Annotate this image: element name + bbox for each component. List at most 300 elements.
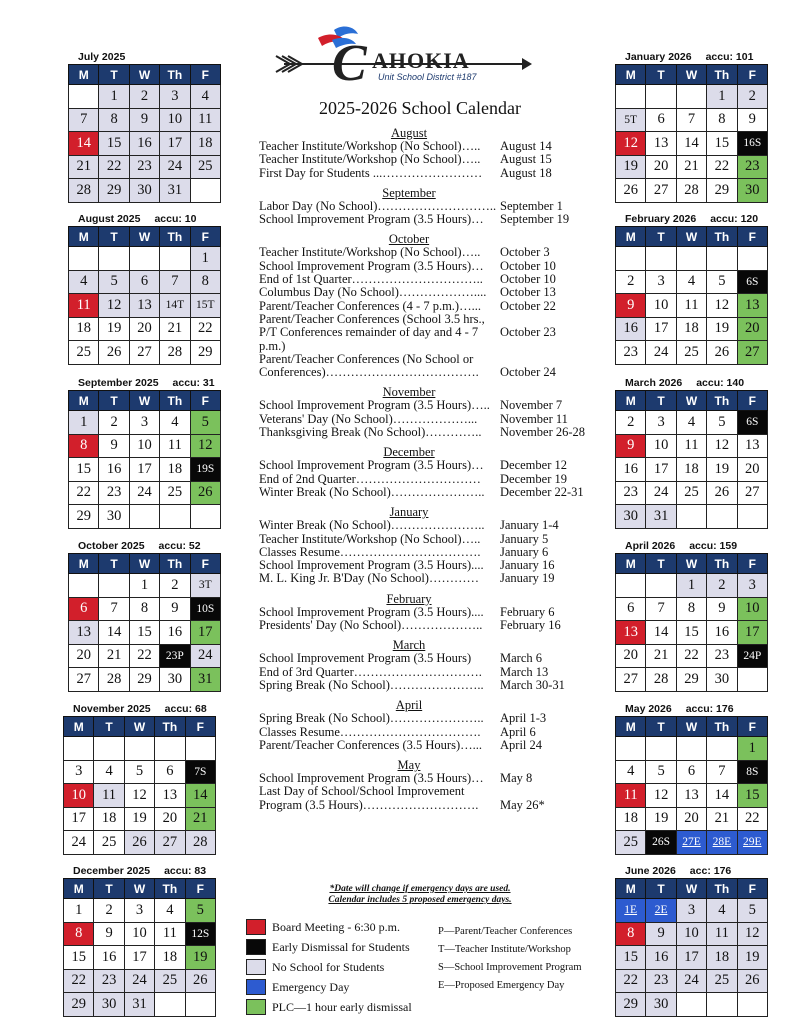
- legend-item: [246, 917, 446, 937]
- legend-swatch: [246, 959, 266, 975]
- weekday-header: Th: [707, 65, 737, 85]
- day-cell: [94, 737, 124, 761]
- day-cell: 22: [737, 807, 767, 831]
- weekday-header: F: [737, 65, 767, 85]
- day-cell: 1: [676, 574, 706, 598]
- day-cell: 27: [616, 668, 646, 692]
- event-label: Program (3.5 Hours)……………………….: [259, 797, 479, 812]
- day-cell: [616, 737, 646, 761]
- day-cell: 11: [707, 922, 737, 946]
- event-row: [259, 785, 599, 798]
- weekday-header: W: [129, 554, 159, 574]
- event-label: Winter Break (No School)…………………..: [259, 518, 485, 533]
- week-row: [69, 505, 221, 529]
- legend-label: Early Dismissal for Students: [272, 939, 410, 954]
- event-date: April 6: [500, 724, 536, 739]
- event-date: February 16: [500, 618, 561, 633]
- day-cell: 20: [737, 317, 767, 341]
- day-cell: 17: [129, 458, 159, 482]
- event-date: September 1: [500, 198, 563, 213]
- weekday-header: F: [190, 391, 220, 411]
- weekday-header: M: [69, 554, 99, 574]
- weekday-header: M: [616, 554, 646, 574]
- day-cell: 16: [616, 458, 646, 482]
- weekday-header: Th: [155, 879, 185, 899]
- day-cell: 23: [99, 481, 129, 505]
- day-cell: 7: [99, 597, 129, 621]
- week-row: [616, 434, 768, 458]
- day-cell: 22: [616, 969, 646, 993]
- week-row: [69, 132, 221, 156]
- day-cell: 18: [69, 317, 99, 341]
- weekday-header: Th: [160, 227, 190, 247]
- day-cell: 27: [155, 831, 185, 855]
- week-row: [64, 946, 216, 970]
- footnote: [300, 884, 540, 906]
- day-cell: 24: [646, 341, 676, 365]
- month-grid: [615, 553, 768, 692]
- day-cell: 4: [707, 899, 737, 923]
- day-cell: 7: [69, 108, 99, 132]
- day-cell: 5T: [616, 108, 646, 132]
- day-cell: [190, 505, 220, 529]
- legend-swatch: [246, 979, 266, 995]
- day-cell: [676, 737, 706, 761]
- week-row: [616, 574, 768, 598]
- day-cell: 4: [616, 760, 646, 784]
- week-row: [69, 341, 221, 365]
- week-row: [69, 85, 221, 109]
- day-cell: 16: [99, 458, 129, 482]
- event-label: End of 1st Quarter…………………………..: [259, 272, 483, 287]
- event-date: December 12: [500, 458, 567, 473]
- month-title: [615, 212, 783, 226]
- event-section-title: August: [390, 126, 428, 140]
- week-row: [616, 179, 768, 203]
- day-cell: 7S: [185, 760, 215, 784]
- day-cell: 24P: [737, 644, 767, 668]
- event-row: [259, 300, 599, 313]
- week-row: [69, 597, 221, 621]
- event-date: January 16: [500, 558, 555, 573]
- day-cell: 18: [190, 132, 220, 156]
- accu-count: accu: 120: [710, 213, 759, 225]
- day-cell: [160, 247, 190, 271]
- accu-count: accu: 31: [172, 377, 215, 389]
- day-cell: 13: [737, 434, 767, 458]
- event-label: Columbus Day (No School)………………....: [259, 285, 487, 300]
- week-row: [616, 247, 768, 271]
- day-cell: [185, 993, 215, 1017]
- day-cell: 26: [190, 481, 220, 505]
- day-cell: 21: [99, 644, 129, 668]
- event-label: P/T Conferences remainder of day and 4 - 7 p.m.): [259, 325, 479, 353]
- footnote-line1: *Date will change if emergency days are used.: [329, 884, 511, 894]
- week-row: [69, 294, 221, 318]
- week-row: [616, 922, 768, 946]
- day-cell: [190, 179, 220, 203]
- day-cell: 25: [707, 969, 737, 993]
- event-label: Classes Resume…………………………….: [259, 544, 481, 559]
- week-row: [616, 807, 768, 831]
- event-date: November 11: [500, 411, 568, 426]
- event-row: [259, 486, 599, 499]
- day-cell: 15: [737, 784, 767, 808]
- day-cell: 18: [94, 807, 124, 831]
- day-cell: 3T: [190, 574, 220, 598]
- day-cell: 11: [160, 434, 190, 458]
- event-date: April 24: [500, 737, 543, 752]
- day-cell: 4: [676, 411, 706, 435]
- month-title: [68, 212, 236, 226]
- weekday-header: F: [185, 717, 215, 737]
- week-row: [616, 621, 768, 645]
- month-nov25: [63, 702, 231, 855]
- day-cell: 23: [129, 155, 159, 179]
- day-cell: 9: [616, 434, 646, 458]
- weekday-header: W: [124, 717, 154, 737]
- week-row: [616, 969, 768, 993]
- event-date: January 5: [500, 531, 549, 546]
- day-cell: 11: [616, 784, 646, 808]
- event-row: [259, 273, 599, 286]
- week-row: [616, 993, 768, 1017]
- day-cell: 31: [190, 668, 220, 692]
- event-date: September 19: [500, 212, 570, 227]
- day-cell: 9: [99, 434, 129, 458]
- week-row: [616, 294, 768, 318]
- day-cell: [676, 993, 706, 1017]
- weekday-header: T: [99, 554, 129, 574]
- day-cell: 15: [707, 132, 737, 156]
- day-cell: 7: [676, 108, 706, 132]
- event-label: School Improvement Program (3.5 Hours)…: [259, 771, 484, 786]
- day-cell: 4: [190, 85, 220, 109]
- week-row: [69, 270, 221, 294]
- day-cell: 5: [99, 270, 129, 294]
- day-cell: 8: [616, 922, 646, 946]
- week-row: [616, 155, 768, 179]
- month-name: June 2026: [625, 865, 676, 877]
- day-cell: 5: [737, 899, 767, 923]
- day-cell: 24: [64, 831, 94, 855]
- event-date: August 18: [500, 165, 552, 180]
- weekday-header: T: [94, 879, 124, 899]
- week-row: [69, 108, 221, 132]
- day-cell: 25: [676, 481, 706, 505]
- day-cell: [646, 574, 676, 598]
- day-cell: 12: [616, 132, 646, 156]
- weekday-header: W: [124, 879, 154, 899]
- day-cell: 29: [190, 341, 220, 365]
- day-cell: 17: [124, 946, 154, 970]
- event-date: December 22-31: [500, 484, 584, 499]
- day-cell: 16: [94, 946, 124, 970]
- weekday-header: F: [737, 391, 767, 411]
- event-section-title: April: [395, 698, 423, 713]
- day-cell: 20: [676, 807, 706, 831]
- weekday-header: T: [99, 391, 129, 411]
- event-label: Veterans' Day (No School)………………...: [259, 411, 478, 426]
- day-cell: 5: [190, 411, 220, 435]
- event-label: Thanksgiving Break (No School)…………..: [259, 425, 482, 440]
- day-cell: 8S: [737, 760, 767, 784]
- week-row: [616, 317, 768, 341]
- day-cell: 14: [185, 784, 215, 808]
- day-cell: [707, 737, 737, 761]
- event-row: [259, 366, 599, 379]
- month-title: [615, 376, 783, 390]
- legend-item: [246, 997, 446, 1017]
- day-cell: 6: [69, 597, 99, 621]
- event-label: Classes Resume…………………………….: [259, 724, 481, 739]
- day-cell: 11: [155, 922, 185, 946]
- day-cell: 26: [707, 341, 737, 365]
- day-cell: [160, 505, 190, 529]
- day-cell: 15T: [190, 294, 220, 318]
- day-cell: [737, 247, 767, 271]
- day-cell: 12: [99, 294, 129, 318]
- day-cell: 8: [676, 597, 706, 621]
- weekday-header: W: [676, 65, 706, 85]
- day-cell: 25: [616, 831, 646, 855]
- event-row: [259, 413, 599, 426]
- day-cell: 21: [69, 155, 99, 179]
- event-row: [259, 533, 599, 546]
- event-row: [259, 140, 599, 153]
- weekday-header: Th: [160, 391, 190, 411]
- week-row: [64, 899, 216, 923]
- event-section-title: September: [382, 185, 436, 200]
- day-cell: 21: [160, 317, 190, 341]
- day-cell: 6: [155, 760, 185, 784]
- weekday-header: F: [190, 65, 220, 85]
- month-title: [68, 539, 236, 553]
- day-cell: 9: [129, 108, 159, 132]
- day-cell: 19: [707, 317, 737, 341]
- weekday-header: M: [69, 65, 99, 85]
- day-cell: 26: [707, 481, 737, 505]
- legend-swatch: [246, 999, 266, 1015]
- day-cell: 13: [129, 294, 159, 318]
- event-row: [259, 399, 599, 412]
- event-label: Teacher Institute/Workshop (No School)…..: [259, 531, 481, 546]
- day-cell: 31: [160, 179, 190, 203]
- code-item: T—Teacher Institute/Workshop: [438, 944, 571, 955]
- day-cell: 18: [676, 458, 706, 482]
- day-cell: 15: [129, 621, 159, 645]
- day-cell: 16: [646, 946, 676, 970]
- day-cell: 20: [155, 807, 185, 831]
- event-section-title: October: [388, 232, 430, 247]
- day-cell: 29: [64, 993, 94, 1017]
- event-section-title: November: [382, 385, 436, 400]
- day-cell: 8: [707, 108, 737, 132]
- day-cell: 2: [129, 85, 159, 109]
- event-row: [259, 260, 599, 273]
- day-cell: 11: [676, 434, 706, 458]
- event-date: December 19: [500, 471, 567, 486]
- event-label: Parent/Teacher Conferences (4 - 7 p.m.)…...: [259, 298, 481, 313]
- day-cell: [737, 505, 767, 529]
- event-label: School Improvement Program (3.5 Hours)…..: [259, 398, 490, 413]
- day-cell: [616, 85, 646, 109]
- event-label: Spring Break (No School)…………………..: [259, 711, 484, 726]
- event-date: October 10: [500, 258, 556, 273]
- logo-district: Unit School District #187: [378, 72, 477, 82]
- day-cell: 30: [129, 179, 159, 203]
- event-row: [259, 167, 599, 180]
- day-cell: [124, 737, 154, 761]
- month-name: November 2025: [73, 703, 151, 715]
- events-list: [259, 126, 599, 812]
- day-cell: 16: [707, 621, 737, 645]
- month-grid: [68, 226, 221, 365]
- event-label: School Improvement Program (3.5 Hours)…: [259, 212, 484, 227]
- day-cell: 12: [707, 434, 737, 458]
- day-cell: 18: [160, 458, 190, 482]
- event-date: November 7: [500, 398, 563, 413]
- day-cell: 6S: [737, 270, 767, 294]
- day-cell: 17: [160, 132, 190, 156]
- event-label: Parent/Teacher Conferences (School 3.5 hrs.,: [259, 311, 485, 326]
- day-cell: 19: [616, 155, 646, 179]
- event-row: [259, 213, 599, 226]
- event-row: [259, 572, 599, 585]
- weekday-header: M: [616, 227, 646, 247]
- event-section-title: March: [392, 638, 426, 653]
- day-cell: 25: [676, 341, 706, 365]
- accu-count: accu: 68: [164, 703, 207, 715]
- day-cell: 24: [124, 969, 154, 993]
- day-cell: [129, 505, 159, 529]
- event-label: School Improvement Program (3.5 Hours)....: [259, 604, 484, 619]
- day-cell: 10: [737, 597, 767, 621]
- day-cell: 11: [676, 294, 706, 318]
- accu-count: accu: 10: [154, 213, 197, 225]
- day-cell: 25: [155, 969, 185, 993]
- week-row: [616, 132, 768, 156]
- week-row: [69, 155, 221, 179]
- day-cell: 28: [99, 668, 129, 692]
- weekday-header: W: [129, 65, 159, 85]
- day-cell: 4: [94, 760, 124, 784]
- weekday-header: T: [646, 65, 676, 85]
- event-label: Spring Break (No School)…………………..: [259, 677, 484, 692]
- day-cell: 20: [69, 644, 99, 668]
- event-date: March 6: [500, 651, 542, 666]
- weekday-header: W: [676, 717, 706, 737]
- event-label: Teacher Institute/Workshop (No School)…..: [259, 152, 481, 167]
- legend-label: Board Meeting - 6:30 p.m.: [272, 919, 400, 934]
- event-section-title: January: [389, 505, 429, 520]
- event-row: [259, 519, 599, 532]
- day-cell: [707, 505, 737, 529]
- legend-swatch: [246, 919, 266, 935]
- week-row: [69, 458, 221, 482]
- day-cell: [737, 668, 767, 692]
- day-cell: 13: [737, 294, 767, 318]
- weekday-header: Th: [155, 717, 185, 737]
- weekday-header: Th: [707, 227, 737, 247]
- day-cell: 2: [616, 270, 646, 294]
- event-label: Labor Day (No School)………………………..: [259, 198, 497, 213]
- weekday-header: T: [646, 391, 676, 411]
- week-row: [616, 270, 768, 294]
- day-cell: 26S: [646, 831, 676, 855]
- day-cell: 10S: [190, 597, 220, 621]
- day-cell: 8: [69, 434, 99, 458]
- weekday-header: F: [190, 227, 220, 247]
- day-cell: 28: [160, 341, 190, 365]
- accu-count: accu: 83: [164, 865, 207, 877]
- week-row: [616, 737, 768, 761]
- day-cell: 3: [129, 411, 159, 435]
- month-name: May 2026: [625, 703, 672, 715]
- day-cell: 22: [64, 969, 94, 993]
- day-cell: 30: [646, 993, 676, 1017]
- day-cell: 24: [129, 481, 159, 505]
- day-cell: 12: [646, 784, 676, 808]
- weekday-header: F: [737, 879, 767, 899]
- event-label: School Improvement Program (3.5 Hours)....: [259, 558, 484, 573]
- day-cell: 13: [69, 621, 99, 645]
- weekday-header: T: [646, 879, 676, 899]
- event-row: [259, 286, 599, 299]
- day-cell: 4: [676, 270, 706, 294]
- day-cell: 23: [616, 341, 646, 365]
- event-label: Last Day of School/School Improvement: [259, 784, 465, 799]
- event-row: [259, 606, 599, 619]
- day-cell: 20: [616, 644, 646, 668]
- week-row: [616, 108, 768, 132]
- day-cell: 19: [737, 946, 767, 970]
- event-date: March 30-31: [500, 677, 565, 692]
- day-cell: 18: [676, 317, 706, 341]
- day-cell: 22: [190, 317, 220, 341]
- day-cell: 23: [94, 969, 124, 993]
- day-cell: 1: [99, 85, 129, 109]
- day-cell: 2: [616, 411, 646, 435]
- month-grid: [615, 716, 768, 855]
- day-cell: 3: [64, 760, 94, 784]
- event-row: [259, 726, 599, 739]
- event-section-title: February: [386, 591, 432, 606]
- month-grid: [615, 878, 768, 1017]
- day-cell: 15: [99, 132, 129, 156]
- day-cell: 23: [737, 155, 767, 179]
- day-cell: 10: [124, 922, 154, 946]
- week-row: [616, 668, 768, 692]
- day-cell: 19: [646, 807, 676, 831]
- event-row: [259, 200, 599, 213]
- day-cell: 13: [646, 132, 676, 156]
- week-row: [616, 411, 768, 435]
- week-row: [64, 922, 216, 946]
- day-cell: 8: [129, 597, 159, 621]
- code-item: P—Parent/Teacher Conferences: [438, 926, 573, 937]
- weekday-header: T: [99, 227, 129, 247]
- weekday-header: T: [646, 717, 676, 737]
- day-cell: 21: [646, 644, 676, 668]
- month-name: July 2025: [78, 51, 126, 63]
- day-cell: 19S: [190, 458, 220, 482]
- event-row: [259, 313, 599, 326]
- day-cell: 21: [676, 155, 706, 179]
- day-cell: 26: [99, 341, 129, 365]
- day-cell: 18: [616, 807, 646, 831]
- page-title: 2025-2026 School Calendar: [319, 98, 521, 118]
